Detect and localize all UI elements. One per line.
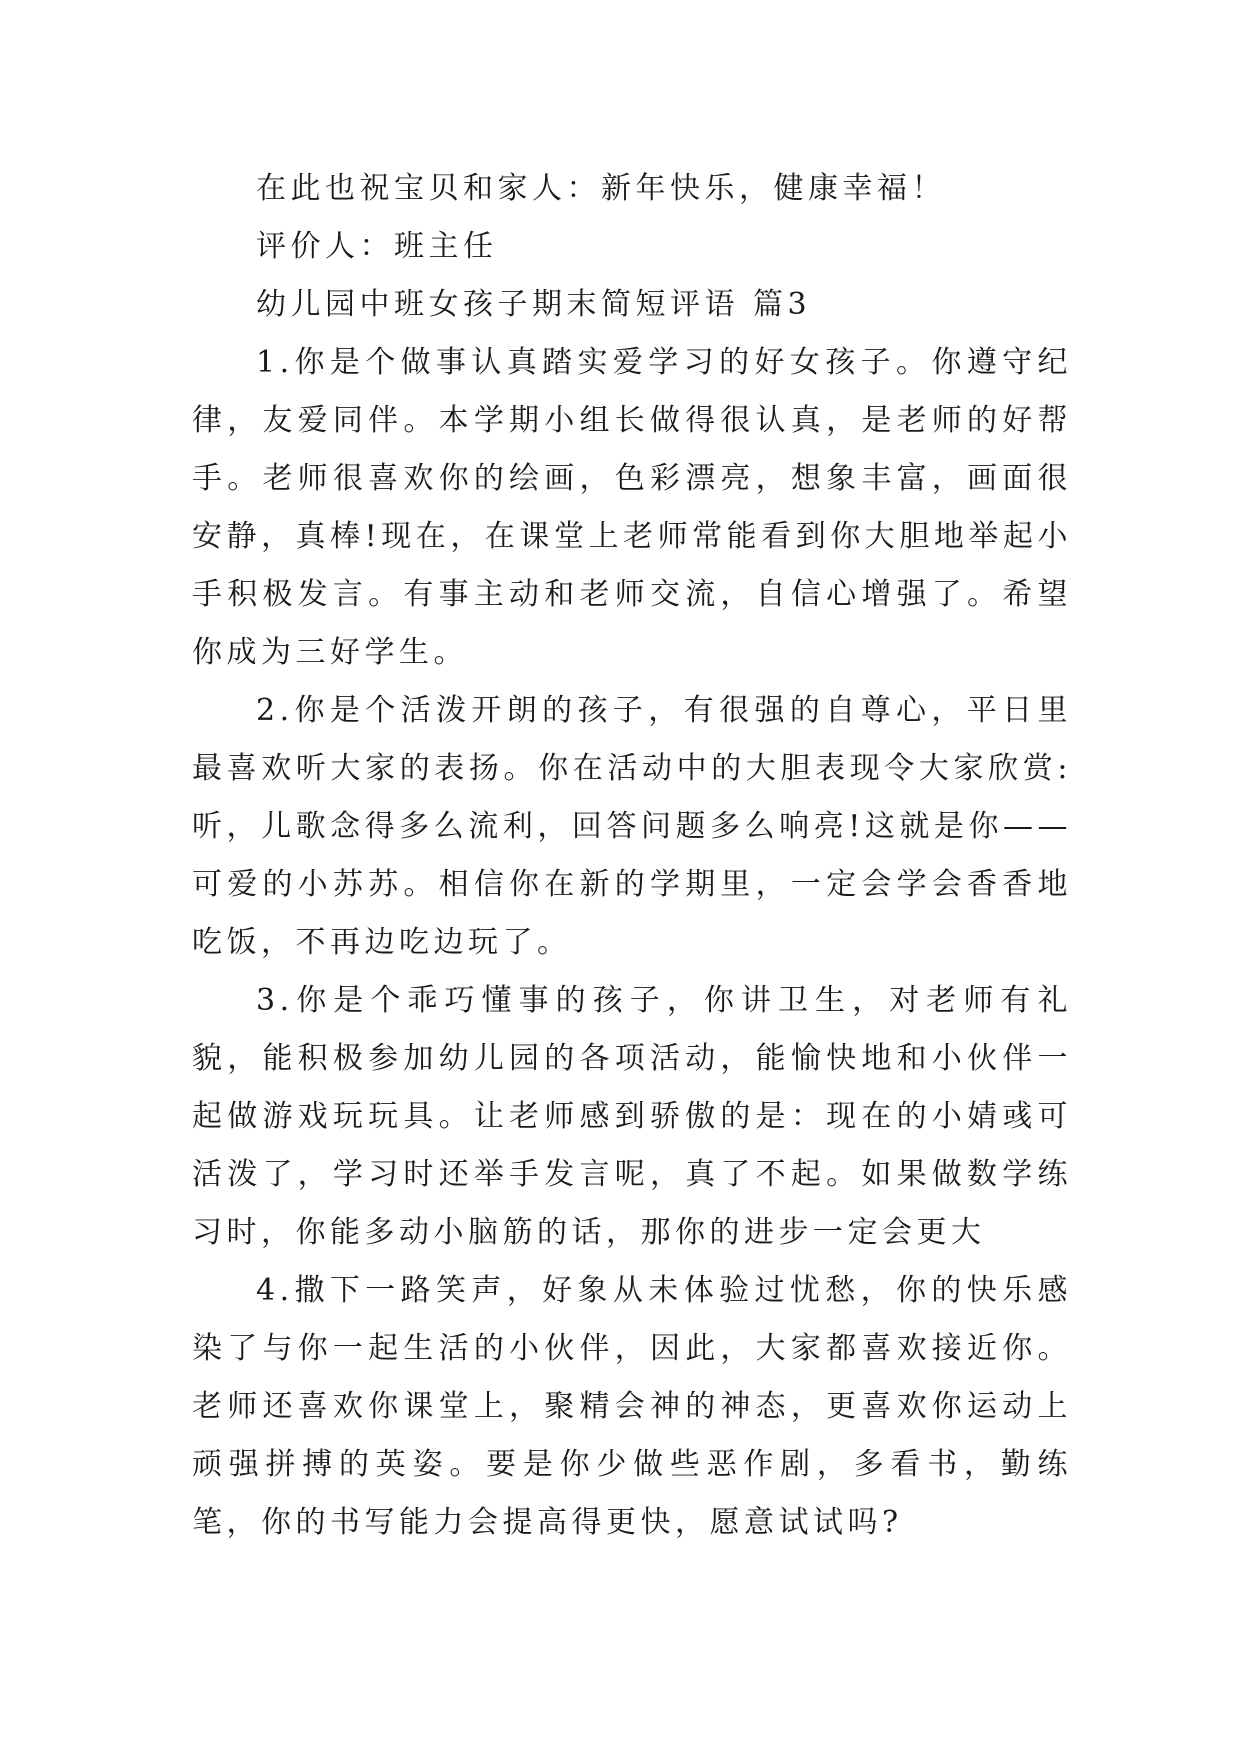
paragraph-4: 4.撒下一路笑声，好象从未体验过忧愁，你的快乐感染了与你一起生活的小伙伴，因此，大家都喜欢接近你。老师还喜欢你课堂上，聚精会神的神态，更喜欢你运动上顽强拼搏的英姿。要是你少做些恶作剧，多看书，勤练笔，你的书写能力会提高得更快，愿意试试吗? xyxy=(192,1273,1072,1540)
section-heading: 幼儿园中班女孩子期末简短评语 篇3 xyxy=(256,287,812,322)
paragraph-1: 1.你是个做事认真踏实爱学习的好女孩子。你遵守纪律，友爱同伴。本学期小组长做得很认真，是老师的好帮手。老师很喜欢你的绘画，色彩漂亮，想象丰富，画面很安静，真棒!现在，在课堂上老师常能看到你大胆地举起小手积极发言。有事主动和老师交流，自信心增强了。希望你成为三好学生。 xyxy=(192,345,1072,670)
greeting-line: 在此也祝宝贝和家人：新年快乐，健康幸福！ xyxy=(256,171,946,206)
paragraph-3: 3.你是个乖巧懂事的孩子，你讲卫生，对老师有礼貌，能积极参加幼儿园的各项活动，能愉快地和小伙伴一起做游戏玩玩具。让老师感到骄傲的是：现在的小婧彧可活泼了，学习时还举手发言呢，真了不起。如果做数学练习时，你能多动小脑筋的话，那你的进步一定会更大 xyxy=(192,983,1072,1250)
evaluator-line: 评价人：班主任 xyxy=(256,229,498,264)
paragraph-2: 2.你是个活泼开朗的孩子，有很强的自尊心，平日里最喜欢听大家的表扬。你在活动中的大胆表现令大家欣赏:听，儿歌念得多么流利，回答问题多么响亮!这就是你——可爱的小苏苏。相信你在新的学期里，一定会学会香香地吃饭，不再边吃边玩了。 xyxy=(192,693,1072,960)
document-body xyxy=(192,160,1072,1552)
